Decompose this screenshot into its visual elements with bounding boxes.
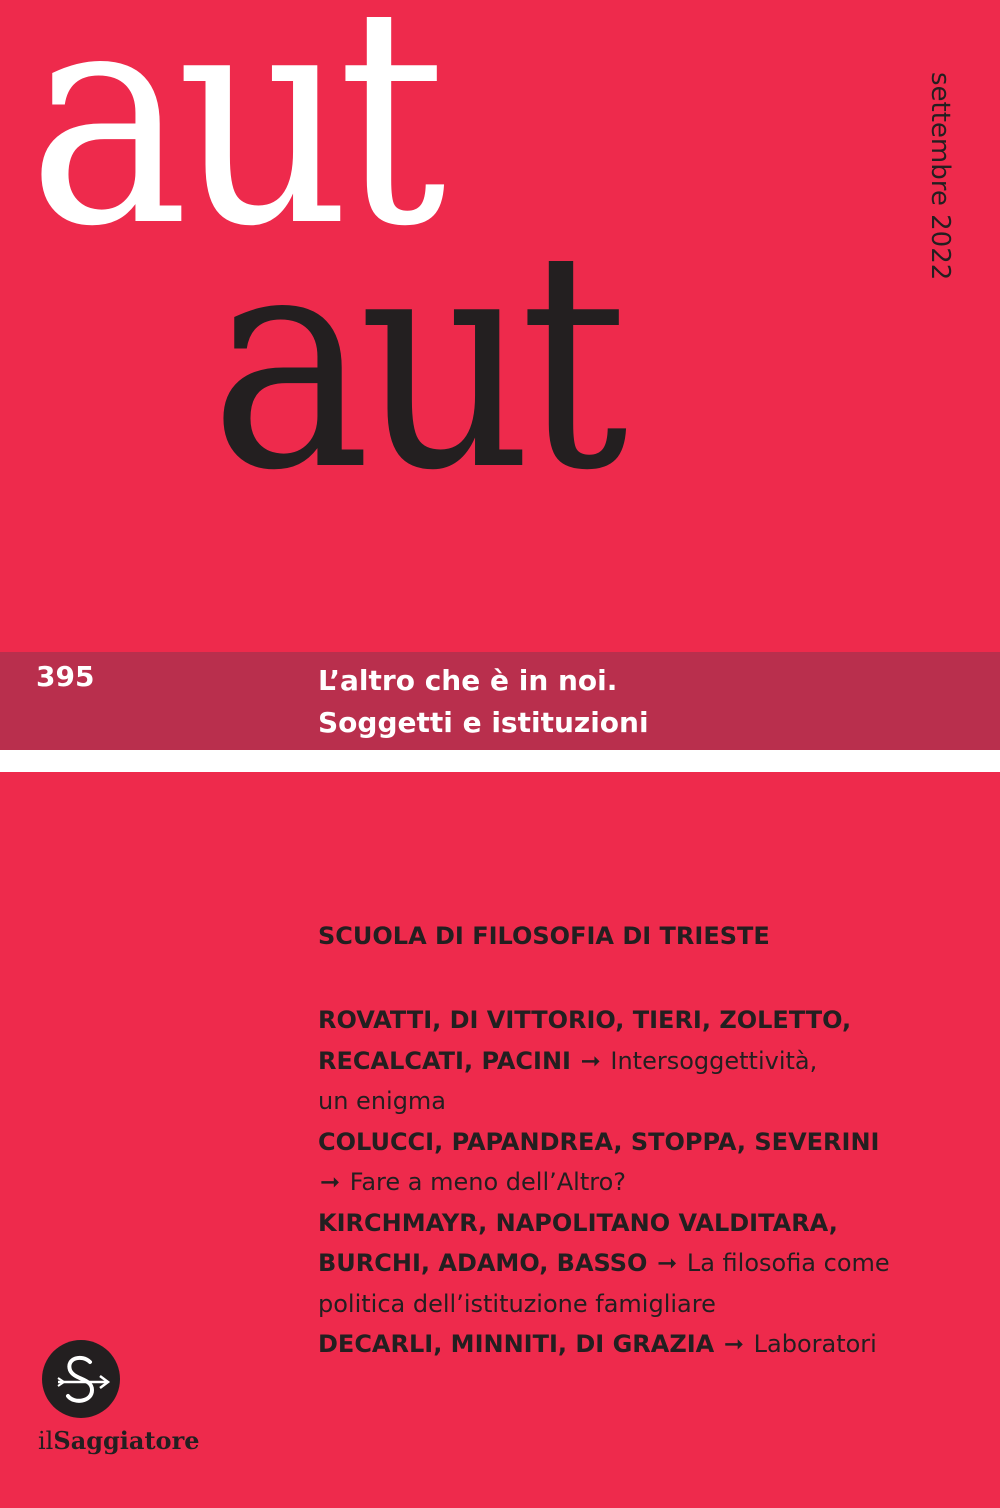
contents-entry [318, 1000, 958, 1122]
contents-entry [318, 1122, 958, 1203]
entry-subtitle-cont: un enigma [318, 1087, 447, 1115]
issue-number: 395 [36, 660, 95, 693]
entry-subtitle: Intersoggettività, [610, 1046, 818, 1075]
entry-authors: ROVATTI, DI VITTORIO, TIERI, ZOLETTO, [318, 1006, 852, 1034]
issue-title [318, 660, 649, 744]
masthead-aut-white: aut [28, 0, 434, 292]
school-heading: SCUOLA DI FILOSOFIA DI TRIESTE [318, 922, 770, 950]
entry-authors: KIRCHMAYR, NAPOLITANO VALDITARA, [318, 1208, 838, 1237]
entry-subtitle: La filosofia come [686, 1249, 890, 1277]
entry-authors: DECARLI, MINNITI, DI GRAZIA [318, 1330, 715, 1358]
divider-rule [0, 750, 1000, 772]
contents-entry [318, 1324, 958, 1365]
publisher-name [38, 1426, 199, 1455]
issue-date: settembre 2022 [925, 72, 955, 281]
publisher-name-main: Saggiatore [53, 1426, 200, 1455]
table-of-contents [318, 1000, 958, 1365]
arrow-icon: ➞ [657, 1249, 678, 1277]
entry-authors: COLUCCI, PAPANDREA, STOPPA, SEVERINI [318, 1127, 880, 1156]
issue-title-line1: L’altro che è in noi. [318, 664, 618, 697]
masthead-aut-black: aut [210, 187, 616, 536]
publisher-prefix: il [38, 1427, 54, 1455]
entry-subtitle: Fare a meno dell’Altro? [349, 1168, 627, 1196]
arrow-icon: ➞ [320, 1168, 341, 1196]
arrow-icon: ➞ [723, 1330, 744, 1358]
saggiatore-logo-icon [42, 1340, 120, 1418]
contents-entry [318, 1203, 958, 1325]
entry-subtitle-cont: politica dell’istituzione famigliare [318, 1289, 716, 1318]
arrow-icon: ➞ [580, 1046, 601, 1075]
saggiatore-glyph-icon [42, 1340, 120, 1418]
entry-authors: BURCHI, ADAMO, BASSO [318, 1249, 648, 1277]
publisher-logo [38, 1340, 199, 1455]
entry-authors: RECALCATI, PACINI [318, 1046, 571, 1075]
issue-title-line2: Soggetti e istituzioni [318, 706, 649, 739]
entry-subtitle: Laboratori [753, 1330, 877, 1358]
